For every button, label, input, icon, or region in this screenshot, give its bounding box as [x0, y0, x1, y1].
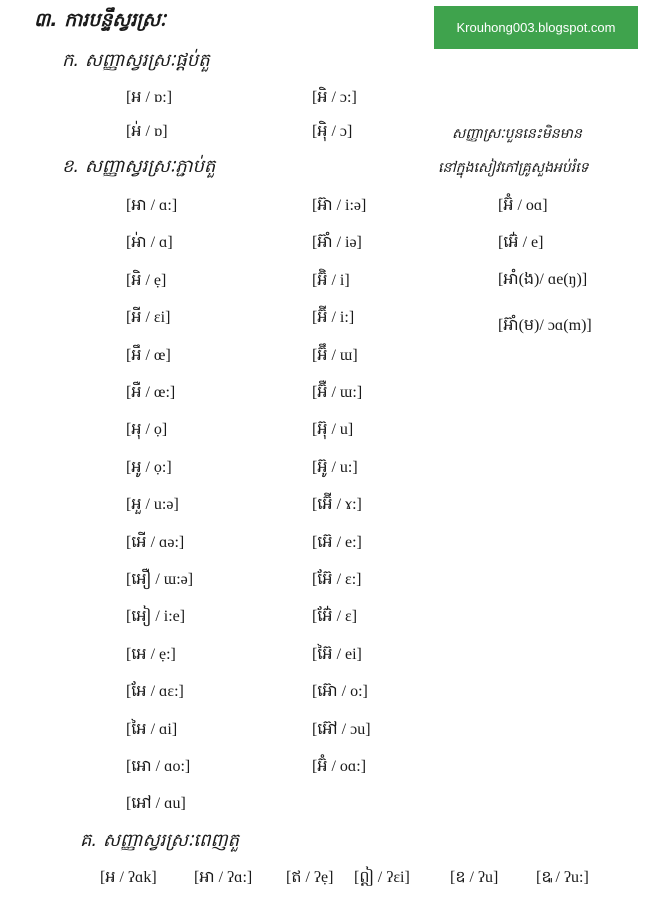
kha-col2-item: [អ៊ោ / o:] [312, 683, 368, 701]
kha-col3-item: [អាំ(ង)/ ɑe(ŋ)] [498, 271, 588, 288]
ko-item: [អា / ʔɑ:] [194, 869, 253, 886]
kha-col1-item: [អុ / ọ] [126, 421, 168, 439]
kha-col1-item: [អួ / u:ə] [126, 496, 179, 514]
kha-col3-item: [អ៊េ់ / e] [498, 234, 544, 251]
kha-col1-item: [អិ / ẹ] [126, 271, 167, 289]
kha-col3-item: [អ៊ំ / oɑ] [498, 197, 548, 214]
ka-row-2-col-1: [អ់ / ɒ] [126, 123, 168, 140]
kha-col2-item: [អ៊ំ / oɑ:] [312, 758, 367, 775]
section-heading: ៣. ការបន្ទឹស្វរស្រៈ [34, 9, 166, 31]
subsection-ka-title: ក. សញ្ញាស្វរស្រៈផ្តប់តួ [62, 50, 210, 71]
kha-col2-item: [អ៊ឺ / ɯ:] [312, 384, 363, 401]
kha-col1-item: [អា / ɑ:] [126, 197, 178, 214]
kha-col2-item: [អ៊ឹ / ɯ] [312, 346, 358, 364]
kha-col1-item: [អី / εi] [126, 309, 171, 327]
kha-col2-item: [អ៊ៅ / ɔu] [312, 720, 371, 738]
kha-col2-item: [អ៊ើ / ɤ:] [312, 496, 362, 514]
kha-col2-item: [អ៊ា / i:ə] [312, 197, 367, 214]
kha-col2-item: [អ៊ែ / ε:] [312, 571, 362, 588]
kha-col2-item: [អ៊ិ / i] [312, 271, 350, 289]
kha-col1-item: [អឺ / œ:] [126, 384, 176, 401]
ka-row-2-col-2: [អ៉ិ / ɔ] [312, 123, 353, 140]
kha-col3-item: [អ៊ាំ(ម)/ ɔɑ(m)] [498, 317, 592, 334]
kha-col2-item: [អ៊ែ់ / ε] [312, 608, 358, 626]
kha-col1-item: [អោ / ɑo:] [126, 758, 191, 775]
ka-row-1-col-2: [អិ / ɔ:] [312, 89, 357, 106]
ko-item: [ឩ / ʔu:] [536, 869, 589, 886]
kha-col1-item: [អៃ / ɑi] [126, 720, 178, 738]
source-badge: Krouhong003.blogspot.com [434, 6, 638, 49]
kha-col1-item: [អឹ / œ] [126, 346, 171, 364]
kha-col2-item: [អ៊ាំ / iə] [312, 234, 362, 252]
ko-item: [ឥ / ʔẹ] [286, 869, 334, 886]
ko-item: [ឦ / ʔεi] [354, 869, 410, 886]
kha-col1-item: [អឿ / ɯ:ə] [126, 571, 194, 588]
subsection-kha-title: ខ. សញ្ញាស្វរស្រៈភ្ជាប់តួ [62, 156, 216, 177]
kha-col1-item: [អៅ / ɑu] [126, 795, 186, 813]
kha-col1-item: [អូ / ọ:] [126, 458, 172, 476]
kha-col2-item: [អ៊ូ / u:] [312, 458, 358, 476]
kha-col2-item: [អ៊ី / i:] [312, 309, 355, 327]
kha-col1-item: [អេ / ẹ:] [126, 645, 176, 663]
kha-col1-item: [អៀ / i:e] [126, 608, 186, 626]
kha-col2-item: [អ៊ុ / u] [312, 421, 354, 439]
kha-col1-item: [អ់ា / ɑ] [126, 234, 173, 252]
kha-col2-item: [អ៊េ / e:] [312, 533, 362, 551]
note-line-2: នៅក្នុងសៀវភៅគ្រូសួងអប់រំទេ [438, 160, 589, 176]
ko-item: [ឧ / ʔu] [450, 869, 499, 886]
ko-item: [អ / ʔɑk] [100, 869, 157, 886]
kha-col2-item: [អ៊ៃ / ei] [312, 645, 362, 663]
kha-col1-item: [អើ / ɑə:] [126, 533, 185, 551]
note-line-1: សញ្ញាស្រៈបួននេះមិនមាន [452, 126, 582, 142]
kha-col1-item: [អែ / ɑε:] [126, 683, 184, 701]
subsection-ko-title: គ. សញ្ញាស្វរស្រៈពេញតួ [80, 830, 240, 851]
ka-row-1-col-1: [អ / ɒ:] [126, 89, 173, 106]
